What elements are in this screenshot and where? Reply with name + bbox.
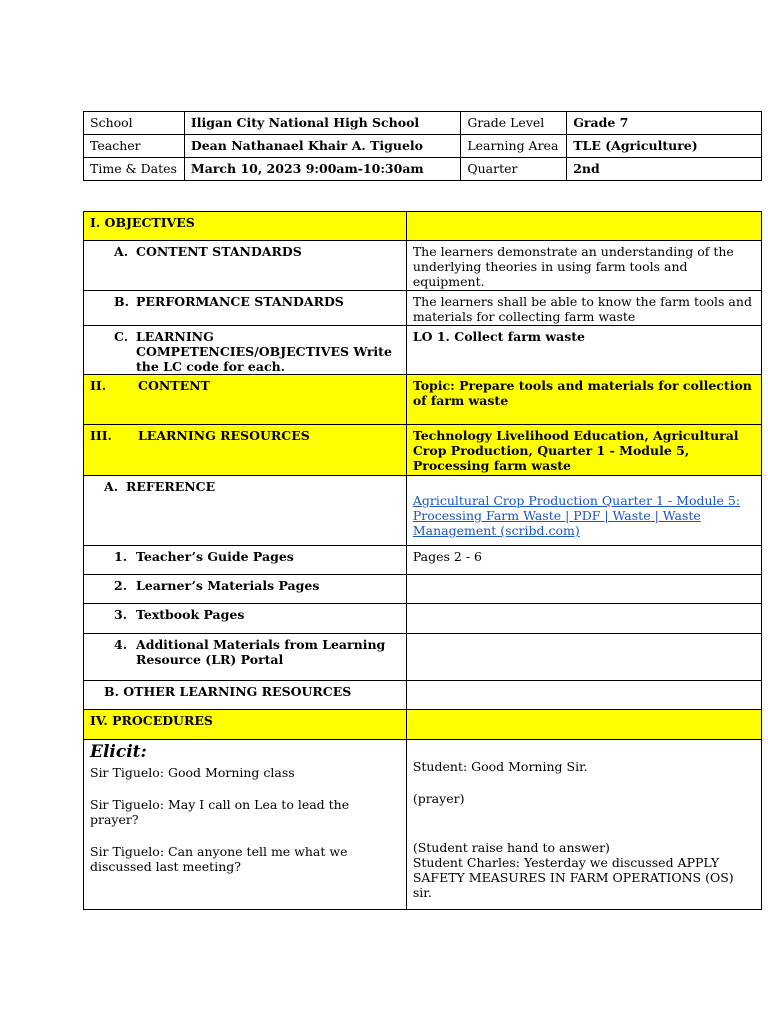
content-standards-num: A.: [114, 244, 129, 259]
objectives-header-empty: [406, 212, 761, 241]
learning-area-value: TLE (Agriculture): [567, 135, 762, 158]
learning-area-label: Learning Area: [461, 135, 567, 158]
time-row: [84, 158, 762, 181]
time-dates-value: March 10, 2023 9:00am-10:30am: [184, 158, 460, 181]
performance-standards-value: The learners shall be able to know the farm tools and materials for collecting farm waste: [406, 291, 761, 326]
content-num: II.: [90, 378, 107, 393]
elicit-heading: Elicit:: [90, 742, 147, 762]
teacher-line: Sir Tiguelo: May I call on Lea to lead the prayer?: [90, 797, 350, 827]
school-value: Iligan City National High School: [184, 112, 460, 135]
objectives-title: I. OBJECTIVES: [84, 212, 407, 241]
student-line: (prayer): [412, 791, 465, 806]
time-dates-label: Time & Dates: [84, 158, 185, 181]
quarter-value: 2nd: [567, 158, 762, 181]
procedures-header-row: [84, 710, 762, 740]
other-resources-row: [84, 681, 762, 710]
reference-num: A.: [104, 479, 119, 494]
resource-item-num: 2.: [114, 578, 128, 593]
learning-resources-value: Technology Livelihood Education, Agricultural Crop Production, Quarter 1 - Module 5, Processing farm waste: [406, 425, 761, 476]
learning-resources-num: III.: [90, 428, 112, 443]
resource-item-value: [406, 634, 761, 681]
lesson-plan-table: [83, 211, 762, 910]
teacher-line: Sir Tiguelo: Good Morning class: [90, 765, 295, 780]
learning-resources-label: LEARNING RESOURCES: [138, 428, 310, 443]
teacher-label: Teacher: [84, 135, 185, 158]
content-standards-label: CONTENT STANDARDS: [136, 244, 302, 259]
learning-resources-row: [84, 425, 762, 476]
content-topic: Topic: Prepare tools and materials for collection of farm waste: [406, 375, 761, 425]
grade-level-value: Grade 7: [567, 112, 762, 135]
resource-item-label: Learner’s Materials Pages: [136, 578, 320, 593]
teacher-row: [84, 135, 762, 158]
school-row: [84, 112, 762, 135]
teacher-value: Dean Nathanael Khair A. Tiguelo: [184, 135, 460, 158]
resource-item-value: [406, 575, 761, 604]
objectives-header-row: [84, 212, 762, 241]
student-line: Student: Good Morning Sir.: [412, 759, 588, 774]
reference-link[interactable]: Agricultural Crop Production Quarter 1 - Module 5: Processing Farm Waste | PDF | Waste | Waste Management (scribd.com): [412, 493, 741, 538]
resource-item-row: [84, 634, 762, 681]
resource-item-row: [84, 575, 762, 604]
content-row: [84, 375, 762, 425]
procedures-header-empty: [406, 710, 761, 740]
school-label: School: [84, 112, 185, 135]
performance-standards-num: B.: [114, 294, 129, 309]
content-label: CONTENT: [138, 378, 210, 393]
resource-item-row: [84, 604, 762, 634]
resource-item-value: [406, 604, 761, 634]
resource-item-num: 4.: [114, 637, 128, 652]
resource-item-label: Teacher’s Guide Pages: [136, 549, 294, 564]
learning-competencies-num: C.: [114, 329, 129, 344]
resource-item-label: Additional Materials from Learning Resource (LR) Portal: [136, 637, 386, 667]
teacher-line: Sir Tiguelo: Can anyone tell me what we discussed last meeting?: [90, 844, 348, 874]
performance-standards-row: [84, 291, 762, 326]
learning-competencies-value: LO 1. Collect farm waste: [406, 326, 761, 375]
grade-level-label: Grade Level: [461, 112, 567, 135]
student-line: (Student raise hand to answer): [412, 840, 610, 855]
resource-item-value: Pages 2 - 6: [406, 546, 761, 575]
learning-competencies-row: [84, 326, 762, 375]
procedures-title: IV. PROCEDURES: [84, 710, 407, 740]
resource-item-label: Textbook Pages: [136, 607, 245, 622]
resource-item-row: [84, 546, 762, 575]
elicit-row: [84, 740, 762, 910]
resource-item-num: 3.: [114, 607, 128, 622]
performance-standards-label: PERFORMANCE STANDARDS: [136, 294, 344, 309]
quarter-label: Quarter: [461, 158, 567, 181]
other-resources-value: [406, 681, 761, 710]
content-standards-value: The learners demonstrate an understanding of the underlying theories in using farm tools and equipment.: [406, 241, 761, 291]
other-resources-label: B. OTHER LEARNING RESOURCES: [84, 681, 407, 710]
reference-row: [84, 476, 762, 546]
learning-competencies-label: LEARNING COMPETENCIES/OBJECTIVES Write the LC code for each.: [136, 329, 392, 374]
resource-item-num: 1.: [114, 549, 128, 564]
reference-label: REFERENCE: [126, 479, 216, 494]
header-info-table: [83, 111, 762, 181]
content-standards-row: [84, 241, 762, 291]
student-line: Student Charles: Yesterday we discussed APPLY SAFETY MEASURES IN FARM OPERATIONS (OS) sir.: [412, 855, 734, 900]
